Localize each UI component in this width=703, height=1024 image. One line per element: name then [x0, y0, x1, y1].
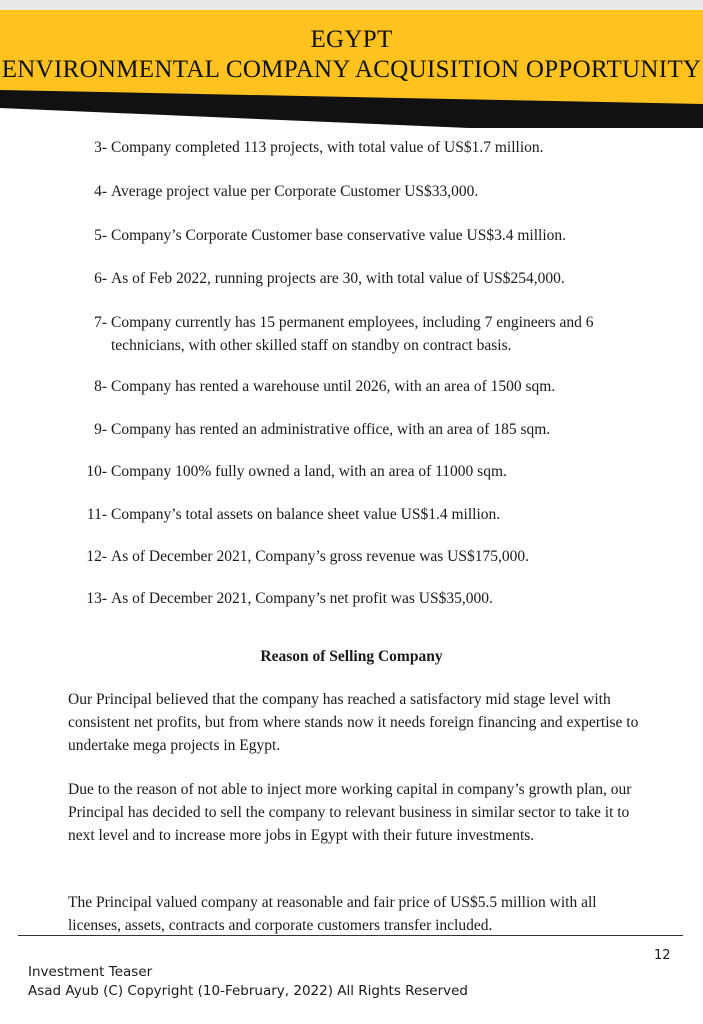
footer-copyright: Asad Ayub (C) Copyright (10-February, 2022) All Rights Reserved — [28, 983, 469, 999]
header-title: ENVIRONMENTAL COMPANY ACQUISITION OPPORTUNITY — [1, 56, 702, 83]
item-text: As of Feb 2022, running projects are 30, with total value of US$254,000. — [111, 270, 565, 287]
footer-doc-type: Investment Teaser — [28, 964, 153, 980]
item-number: 12- — [86, 548, 107, 565]
valuation-paragraph: The Principal valued company at reasonable and fair price of US$5.5 million with all licenses, assets, contracts and corporate customers transfer included. — [68, 894, 597, 934]
item-text: Average project value per Corporate Customer US$33,000. — [111, 183, 479, 200]
item-number: 5- — [94, 227, 107, 244]
header-title-country: EGYPT — [310, 26, 393, 53]
item-text: Company completed 113 projects, with total value of US$1.7 million. — [111, 139, 544, 156]
reason-paragraph: Our Principal believed that the company has reached a satisfactory mid stage level with consistent net profits, but from where stands now it needs foreign financing and expertise to undertake mega projects in Egypt. — [68, 691, 639, 754]
item-number: 3- — [94, 139, 107, 156]
item-text: As of December 2021, Company’s net profit was US$35,000. — [111, 590, 493, 607]
page-number: 12 — [654, 948, 671, 963]
item-number: 11- — [86, 506, 107, 523]
item-text: Company currently has 15 permanent employees, including 7 engineers and 6 technicians, with other skilled staff on standby on contract basis. — [111, 314, 594, 354]
item-number: 9- — [94, 421, 107, 438]
section-heading: Reason of Selling Company — [260, 648, 443, 665]
item-number: 4- — [94, 183, 107, 200]
item-number: 13- — [86, 590, 107, 607]
item-text: Company 100% fully owned a land, with an area of 11000 sqm. — [111, 463, 507, 480]
reason-paragraph: Due to the reason of not able to inject more working capital in company’s growth plan, our Principal has decided to sell the company to relevant business in similar sector to take it to next level and to increase more jobs in Egypt with their future investments. — [68, 781, 632, 844]
header-banner — [0, 10, 703, 128]
item-text: Company has rented a warehouse until 2026, with an area of 1500 sqm. — [111, 378, 556, 395]
item-number: 10- — [86, 463, 107, 480]
item-text: Company’s total assets on balance sheet value US$1.4 million. — [111, 506, 501, 523]
item-number: 7- — [94, 314, 107, 331]
top-edge — [0, 0, 703, 10]
item-number: 6- — [94, 270, 107, 287]
item-number: 8- — [94, 378, 107, 395]
item-text: Company’s Corporate Customer base conservative value US$3.4 million. — [111, 227, 567, 244]
footer-divider — [18, 935, 683, 936]
item-text: As of December 2021, Company’s gross revenue was US$175,000. — [111, 548, 530, 565]
item-text: Company has rented an administrative office, with an area of 185 sqm. — [111, 421, 551, 438]
